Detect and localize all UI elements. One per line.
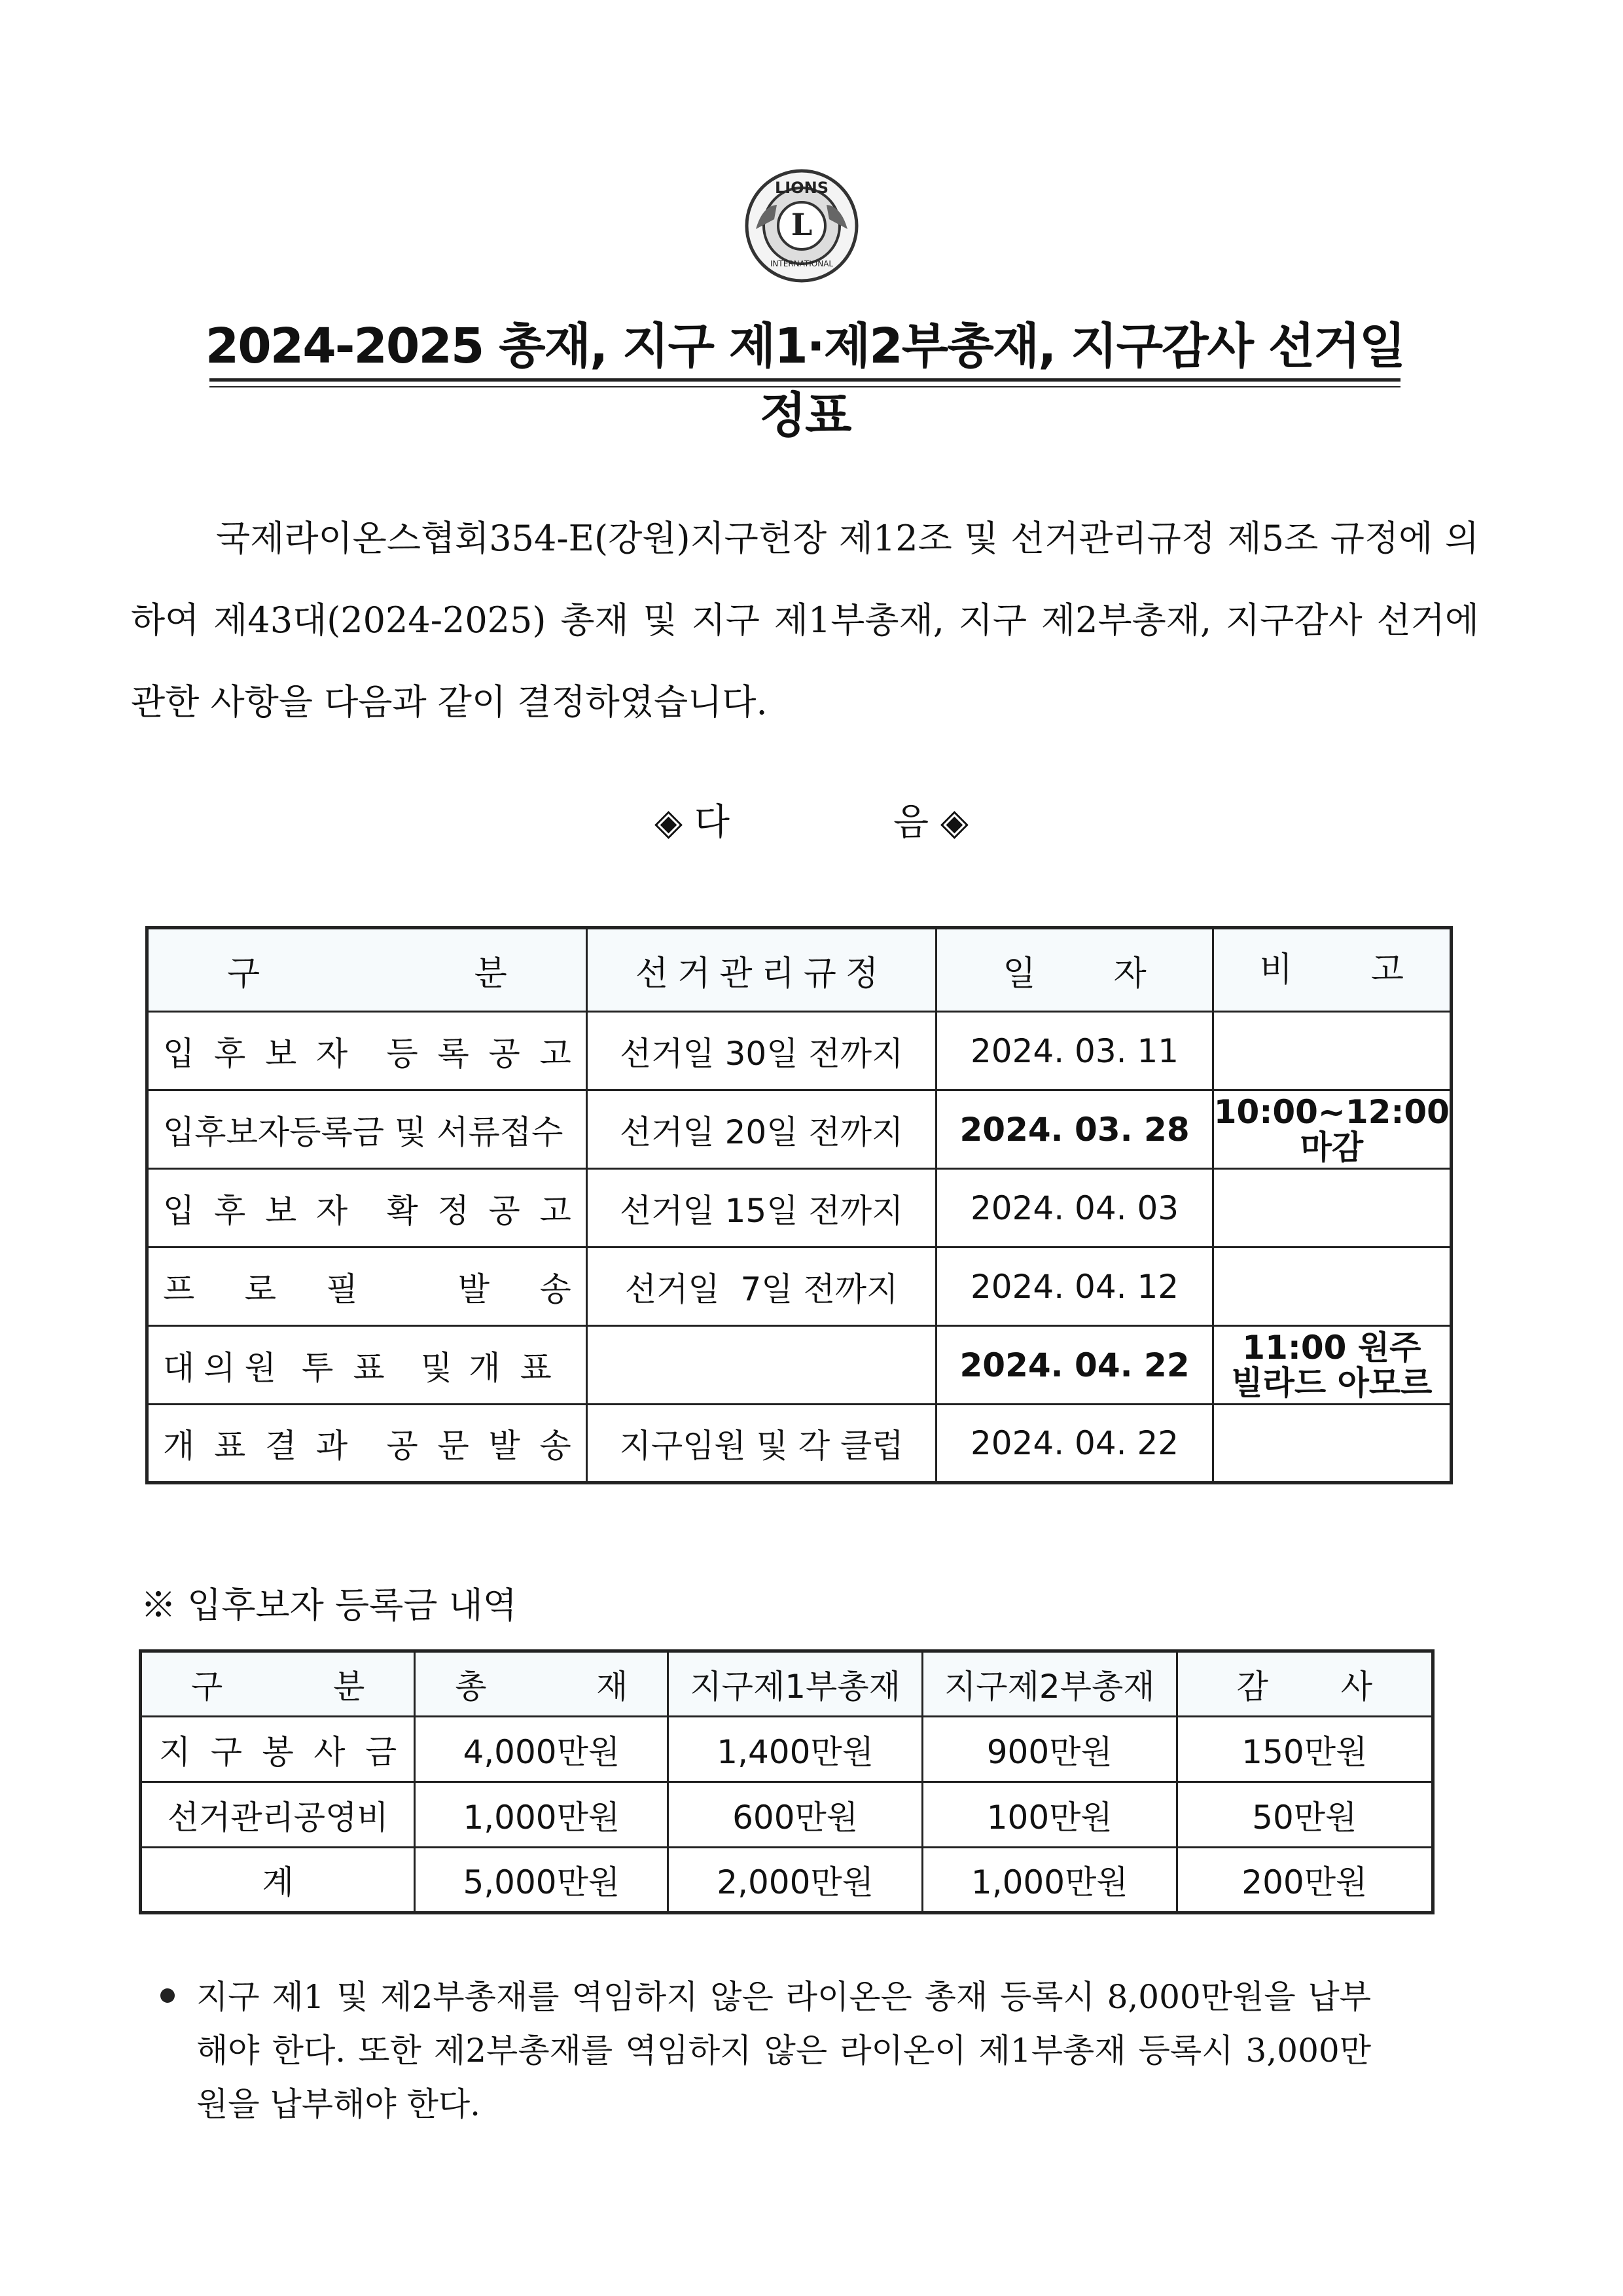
intro-paragraph: 국제라이온스협회354-E(강원)지구헌장 제12조 및 선거관리규정 제5조 규정에 의하여 제43대(2024-2025) 총재 및 지구 제1부총재, 지구 제2부총재, 지구감사 선거에 관한 사항을 다음과 같이 결정하였습니다. bbox=[131, 518, 1479, 723]
row-rule bbox=[586, 1326, 936, 1405]
row-label: 대의원 투표 및 개표 bbox=[147, 1326, 587, 1405]
fee-value: 150만원 bbox=[1177, 1717, 1433, 1782]
row-date: 2024. 03. 11 bbox=[936, 1012, 1213, 1090]
page-title: 2024-2025 총재, 지구 제1·제2부총재, 지구감사 선거일정표 bbox=[205, 318, 1405, 444]
row-label: 입 후 보 자 등 록 공 고 bbox=[147, 1012, 587, 1090]
table-row bbox=[141, 1782, 1433, 1848]
fee-header-category: 구 분 bbox=[141, 1651, 415, 1717]
row-note: 10:00~12:00 마감 bbox=[1213, 1090, 1451, 1169]
schedule-header-row bbox=[147, 928, 1452, 1012]
table-row bbox=[147, 1247, 1452, 1326]
logo-letter: L bbox=[791, 207, 813, 242]
row-label: 프 로 필 발 송 bbox=[147, 1247, 587, 1326]
fee-value: 200만원 bbox=[1177, 1848, 1433, 1913]
row-note bbox=[1213, 1169, 1451, 1247]
section-heading bbox=[0, 793, 1623, 846]
logo-bottom-text: INTERNATIONAL bbox=[770, 259, 834, 268]
heading-right: 음 ◈ bbox=[893, 801, 969, 844]
header-rule: 선거관리규정 bbox=[586, 928, 936, 1012]
header-category: 구 분 bbox=[147, 928, 587, 1012]
fee-header-governor: 총 재 bbox=[415, 1651, 668, 1717]
table-row bbox=[141, 1848, 1433, 1913]
bullet-text: 지구 제1 및 제2부총재를 역임하지 않은 라이온은 총재 등록시 8,000만원을 납부해야 한다. 또한 제2부총재를 역임하지 않은 라이온이 제1부총재 등록시 3,000만원을 납부해야 한다. bbox=[196, 1978, 1371, 2123]
row-rule: 지구임원 및 각 클럽 bbox=[586, 1405, 936, 1483]
fee-value: 1,400만원 bbox=[668, 1717, 923, 1782]
table-row bbox=[141, 1717, 1433, 1782]
lions-logo bbox=[743, 167, 861, 285]
fee-value: 4,000만원 bbox=[415, 1717, 668, 1782]
fee-value: 100만원 bbox=[922, 1782, 1177, 1848]
table-row bbox=[147, 1326, 1452, 1405]
fee-value: 900만원 bbox=[922, 1717, 1177, 1782]
fee-row-label: 지 구 봉 사 금 bbox=[141, 1717, 415, 1782]
fee-header-second-vice: 지구제2부총재 bbox=[922, 1651, 1177, 1717]
row-note bbox=[1213, 1247, 1451, 1326]
fee-header-auditor: 감 사 bbox=[1177, 1651, 1433, 1717]
fee-value: 5,000만원 bbox=[415, 1848, 668, 1913]
fee-row-label: 계 bbox=[141, 1848, 415, 1913]
fee-header-first-vice: 지구제1부총재 bbox=[668, 1651, 923, 1717]
fee-value: 50만원 bbox=[1177, 1782, 1433, 1848]
fee-header-row bbox=[141, 1651, 1433, 1717]
row-rule: 선거일 30일 전까지 bbox=[586, 1012, 936, 1090]
logo-top-text: LIONS bbox=[775, 179, 829, 197]
row-label: 개 표 결 과 공 문 발 송 bbox=[147, 1405, 587, 1483]
fee-table bbox=[139, 1649, 1435, 1914]
row-date: 2024. 04. 12 bbox=[936, 1247, 1213, 1326]
row-label: 입후보자등록금 및 서류접수 bbox=[147, 1090, 587, 1169]
row-date: 2024. 04. 22 bbox=[936, 1326, 1213, 1405]
bullet-note bbox=[160, 1970, 1371, 2131]
bullet-dot-icon bbox=[160, 1988, 175, 2003]
row-date: 2024. 04. 03 bbox=[936, 1169, 1213, 1247]
fee-value: 2,000만원 bbox=[668, 1848, 923, 1913]
table-row bbox=[147, 1405, 1452, 1483]
heading-left: ◈ 다 bbox=[654, 801, 730, 844]
title-underline bbox=[209, 378, 1400, 382]
schedule-table bbox=[145, 926, 1453, 1484]
table-row bbox=[147, 1169, 1452, 1247]
fee-note-title: ※ 입후보자 등록금 내역 bbox=[141, 1585, 517, 1626]
row-label: 입 후 보 자 확 정 공 고 bbox=[147, 1169, 587, 1247]
title-underline-thin bbox=[209, 386, 1400, 387]
fee-value: 1,000만원 bbox=[922, 1848, 1177, 1913]
row-note: 11:00 원주 빌라드 아모르 bbox=[1213, 1326, 1451, 1405]
row-rule: 선거일 7일 전까지 bbox=[586, 1247, 936, 1326]
row-rule: 선거일 20일 전까지 bbox=[586, 1090, 936, 1169]
table-row bbox=[147, 1090, 1452, 1169]
row-rule: 선거일 15일 전까지 bbox=[586, 1169, 936, 1247]
row-note bbox=[1213, 1012, 1451, 1090]
fee-value: 1,000만원 bbox=[415, 1782, 668, 1848]
fee-value: 600만원 bbox=[668, 1782, 923, 1848]
fee-row-label: 선거관리공영비 bbox=[141, 1782, 415, 1848]
row-date: 2024. 03. 28 bbox=[936, 1090, 1213, 1169]
table-row bbox=[147, 1012, 1452, 1090]
header-date: 일 자 bbox=[936, 928, 1213, 1012]
header-note: 비 고 bbox=[1213, 928, 1451, 1012]
row-date: 2024. 04. 22 bbox=[936, 1405, 1213, 1483]
row-note bbox=[1213, 1405, 1451, 1483]
